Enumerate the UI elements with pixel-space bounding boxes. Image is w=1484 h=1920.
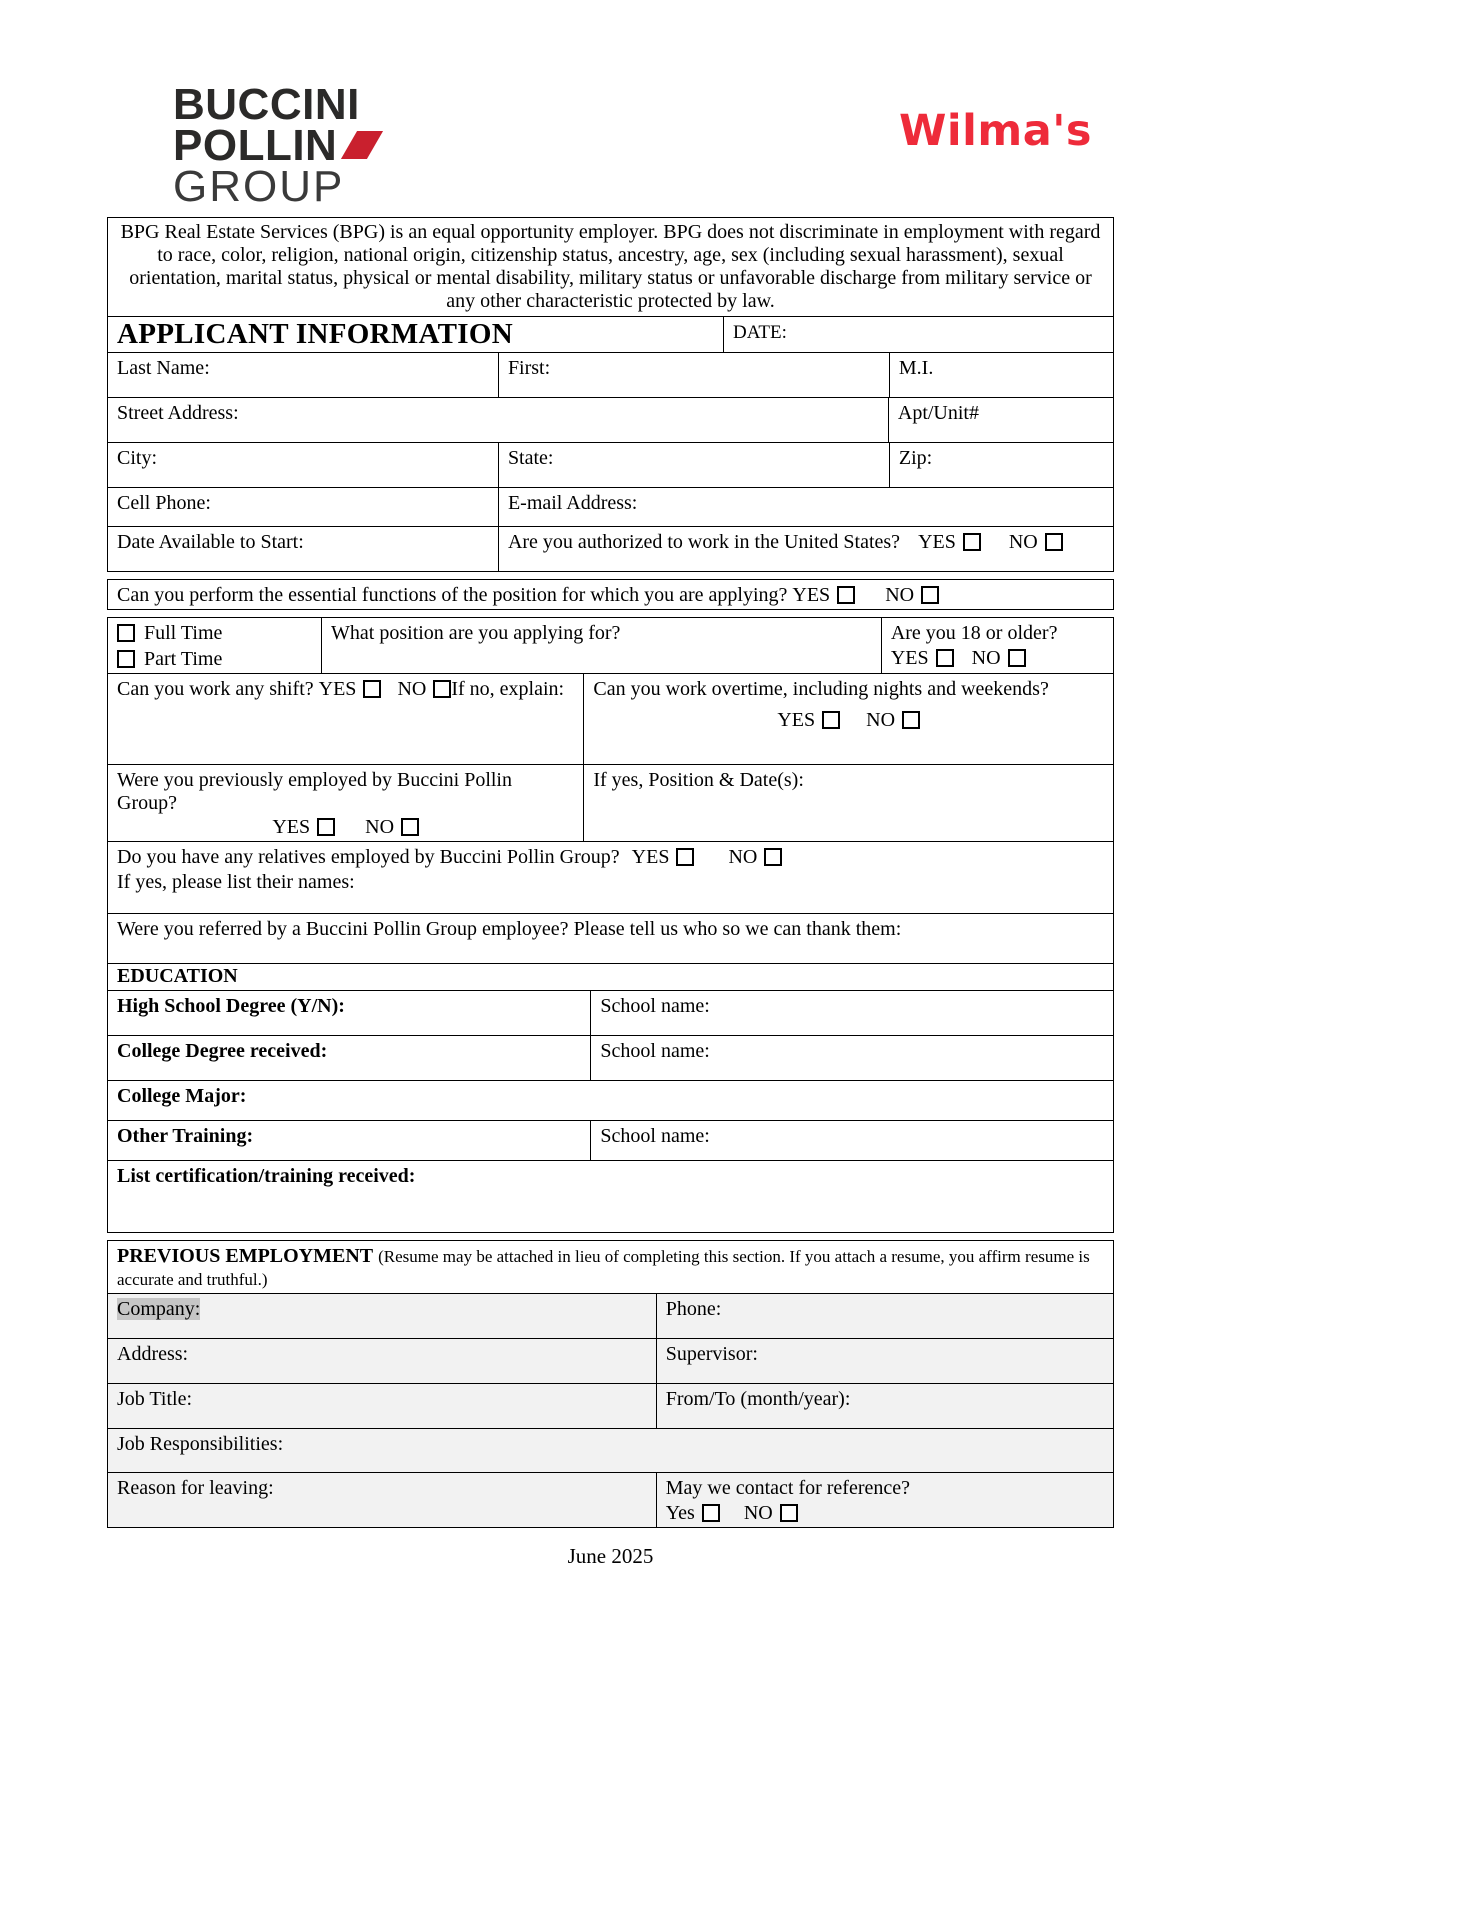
apt-unit-field[interactable] [888,398,1113,442]
relatives-question: Do you have any relatives employed by Buccini Pollin Group? [117,846,620,868]
college-major-label: College Major: [117,1085,247,1107]
job-title-dates-row [107,1383,1114,1429]
shift-overtime-row [107,673,1114,765]
certifications-row [107,1160,1114,1233]
relatives-yes-checkbox[interactable] [676,848,694,866]
reason-leaving-label: Reason for leaving: [117,1477,274,1499]
prev-employed-no-label: NO [365,816,395,838]
company-label: Company: [117,1298,201,1320]
street-address-field[interactable] [108,398,888,442]
referred-row [107,913,1114,964]
logo-line-buccini: BUCCINI [173,80,360,129]
applicant-info-title-cell [108,317,723,352]
employment-type-cell [108,618,321,673]
reason-reference-row [107,1472,1114,1528]
previous-employment-title: PREVIOUS EMPLOYMENT [117,1245,374,1267]
college-school-name-field[interactable] [590,1036,1113,1080]
overtime-no-checkbox[interactable] [902,711,920,729]
company-phone-row [107,1293,1114,1339]
reference-yes-label: Yes [665,1502,695,1524]
other-training-row [107,1120,1114,1161]
hs-school-name-label: School name: [600,995,710,1017]
logo-slash-icon [341,131,383,159]
education-header-cell [108,964,1113,990]
job-responsibilities-label: Job Responsibilities: [117,1433,284,1455]
eeo-statement-text: BPG Real Estate Services (BPG) is an equal opportunity employer. BPG does not discriminate in employment with regard to race, color, religion, national origin, citizenship status, ancestry, age, sex (including sexual harassment), sexual orientation, marital status, physical or mental disability, military status or unfavorable discharge from military service or any other characteristic protected by law. [120,221,1101,312]
reference-no-label: NO [743,1502,773,1524]
college-degree-field[interactable] [108,1036,590,1080]
shift-question: Can you work any shift? [117,678,314,700]
other-training-label: Other Training: [117,1125,254,1147]
city-state-zip-row [107,442,1114,488]
essential-no-checkbox[interactable] [921,586,939,604]
prev-position-dates-label: If yes, Position & Date(s): [593,769,804,791]
shift-yes-checkbox[interactable] [363,680,381,698]
education-title: EDUCATION [117,965,238,987]
previous-employment-header-row [107,1240,1114,1294]
street-address-label: Street Address: [117,402,239,424]
prev-employed-no-checkbox[interactable] [401,818,419,836]
college-major-row [107,1080,1114,1121]
reference-question: May we contact for reference? [665,1477,911,1499]
date-available-label: Date Available to Start: [117,531,304,553]
phone-email-row [107,487,1114,527]
date-label: DATE: [733,322,787,343]
college-school-name-label: School name: [600,1040,710,1062]
part-time-checkbox[interactable] [117,650,135,668]
relatives-row [107,841,1114,914]
previously-employed-question: Were you previously employed by Buccini Pollin Group? [117,769,512,814]
previously-employed-row [107,764,1114,842]
employer-address-field[interactable] [108,1339,656,1383]
cell-phone-label: Cell Phone: [117,492,211,514]
company-field[interactable] [108,1294,656,1338]
referred-field[interactable] [108,914,1113,963]
authorized-question: Are you authorized to work in the United States? [507,531,901,553]
overtime-cell [583,674,1113,764]
application-form [107,217,1114,1528]
shift-explain-label: If no, explain: [451,678,565,700]
footer-date: June 2025 [567,1544,654,1568]
reference-no-checkbox[interactable] [780,1504,798,1522]
shift-field[interactable] [108,674,583,764]
relatives-no-label: NO [728,846,758,868]
email-field[interactable] [498,488,1113,526]
previously-employed-cell [108,765,583,841]
education-header-row [107,963,1114,991]
zip-field[interactable] [889,443,1113,487]
city-field[interactable] [108,443,498,487]
address-supervisor-row [107,1338,1114,1384]
apt-unit-label: Apt/Unit# [897,402,979,424]
other-training-field[interactable] [108,1121,590,1160]
essential-no-label: NO [885,584,915,606]
employment-type-row [107,617,1114,674]
relatives-field[interactable] [108,842,1113,913]
job-responsibilities-row [107,1428,1114,1473]
overtime-yes-checkbox[interactable] [822,711,840,729]
authorized-no-label: NO [1008,531,1038,553]
availability-authorization-row [107,526,1114,572]
job-title-field[interactable] [108,1384,656,1428]
employer-phone-field[interactable] [656,1294,1113,1338]
hs-school-name-field[interactable] [590,991,1113,1035]
first-name-label: First: [507,357,551,379]
essential-functions-question: Can you perform the essential functions of the position for which you are applying? [117,584,788,606]
previous-employment-header-cell [108,1241,1113,1293]
other-school-name-label: School name: [600,1125,710,1147]
applicant-info-title: APPLICANT INFORMATION [117,318,513,350]
from-to-label: From/To (month/year): [665,1388,851,1410]
name-row [107,352,1114,398]
relatives-yes-label: YES [631,846,670,868]
state-label: State: [507,447,554,469]
essential-yes-label: YES [792,584,831,606]
employer-address-label: Address: [117,1343,189,1365]
certifications-field[interactable] [108,1161,1113,1232]
part-time-option [117,648,312,671]
cell-phone-field[interactable] [108,488,498,526]
essential-functions-row [107,579,1114,610]
wilmas-logo: Wilma's [899,106,1092,156]
college-major-field[interactable] [108,1081,1113,1120]
college-degree-row [107,1035,1114,1081]
overtime-yes-label: YES [777,709,816,731]
referred-question: Were you referred by a Buccini Pollin Group employee? Please tell us who so we can thank them: [117,918,902,940]
city-label: City: [117,447,158,469]
employer-phone-label: Phone: [665,1298,722,1320]
age-question: Are you 18 or older? [890,622,1058,644]
certifications-label: List certification/training received: [117,1165,416,1187]
logo-line-group: GROUP [173,162,345,211]
essential-yes-checkbox[interactable] [837,586,855,604]
date-available-field[interactable] [108,527,498,571]
state-field[interactable] [498,443,889,487]
shift-yes-label: YES [318,678,357,700]
essential-functions-cell [108,580,1113,609]
reason-leaving-field[interactable] [108,1473,656,1527]
position-question: What position are you applying for? [331,622,621,644]
shift-no-label: NO [397,678,427,700]
prev-employed-yes-label: YES [272,816,311,838]
high-school-label: High School Degree (Y/N): [117,995,345,1017]
job-responsibilities-field[interactable] [108,1429,1113,1472]
relatives-no-checkbox[interactable] [764,848,782,866]
reference-cell [656,1473,1113,1527]
age-question-cell [881,618,1113,673]
zip-label: Zip: [898,447,933,469]
age-no-checkbox[interactable] [1008,649,1026,667]
prev-position-dates-field[interactable] [583,765,1113,841]
overtime-question: Can you work overtime, including nights and weekends? [593,678,1049,700]
authorized-yes-label: YES [918,531,956,553]
eeo-statement-cell [108,218,1113,316]
from-to-field[interactable] [656,1384,1113,1428]
age-yes-checkbox[interactable] [936,649,954,667]
high-school-field[interactable] [108,991,590,1035]
prev-employed-yes-checkbox[interactable] [317,818,335,836]
high-school-row [107,990,1114,1036]
previous-employment-note: (Resume may be attached in lieu of completing this section. If you attach a resume, you affirm resume is accurate and truthful.) [117,1247,1090,1289]
college-degree-label: College Degree received: [117,1040,328,1062]
supervisor-field[interactable] [656,1339,1113,1383]
position-field[interactable] [321,618,881,673]
street-address-row [107,397,1114,443]
eeo-statement-row [107,217,1114,317]
part-time-label: Part Time [144,648,223,670]
full-time-checkbox[interactable] [117,624,135,642]
reference-yes-checkbox[interactable] [702,1504,720,1522]
age-yes-label: YES [890,647,929,669]
middle-initial-label: M.I. [898,357,934,379]
logo-line-pollin [173,121,375,170]
email-label: E-mail Address: [507,492,638,514]
authorized-question-cell [498,527,1113,571]
authorized-no-checkbox[interactable] [1045,533,1063,551]
last-name-label: Last Name: [117,357,210,379]
full-time-option [117,622,312,645]
relatives-list-label: If yes, please list their names: [117,871,355,893]
date-field[interactable] [723,317,1113,352]
other-school-name-field[interactable] [590,1121,1113,1160]
overtime-no-label: NO [866,709,896,731]
header [107,80,1114,218]
middle-initial-field[interactable] [889,353,1113,397]
first-name-field[interactable] [498,353,889,397]
full-time-label: Full Time [144,622,223,644]
job-title-label: Job Title: [117,1388,193,1410]
last-name-field[interactable] [108,353,498,397]
age-no-label: NO [971,647,1001,669]
authorized-yes-checkbox[interactable] [963,533,981,551]
applicant-info-header-row [107,316,1114,353]
logo-pollin-text: POLLIN [173,121,338,170]
shift-no-checkbox[interactable] [433,680,451,698]
bpg-logo [173,80,375,211]
supervisor-label: Supervisor: [665,1343,758,1365]
